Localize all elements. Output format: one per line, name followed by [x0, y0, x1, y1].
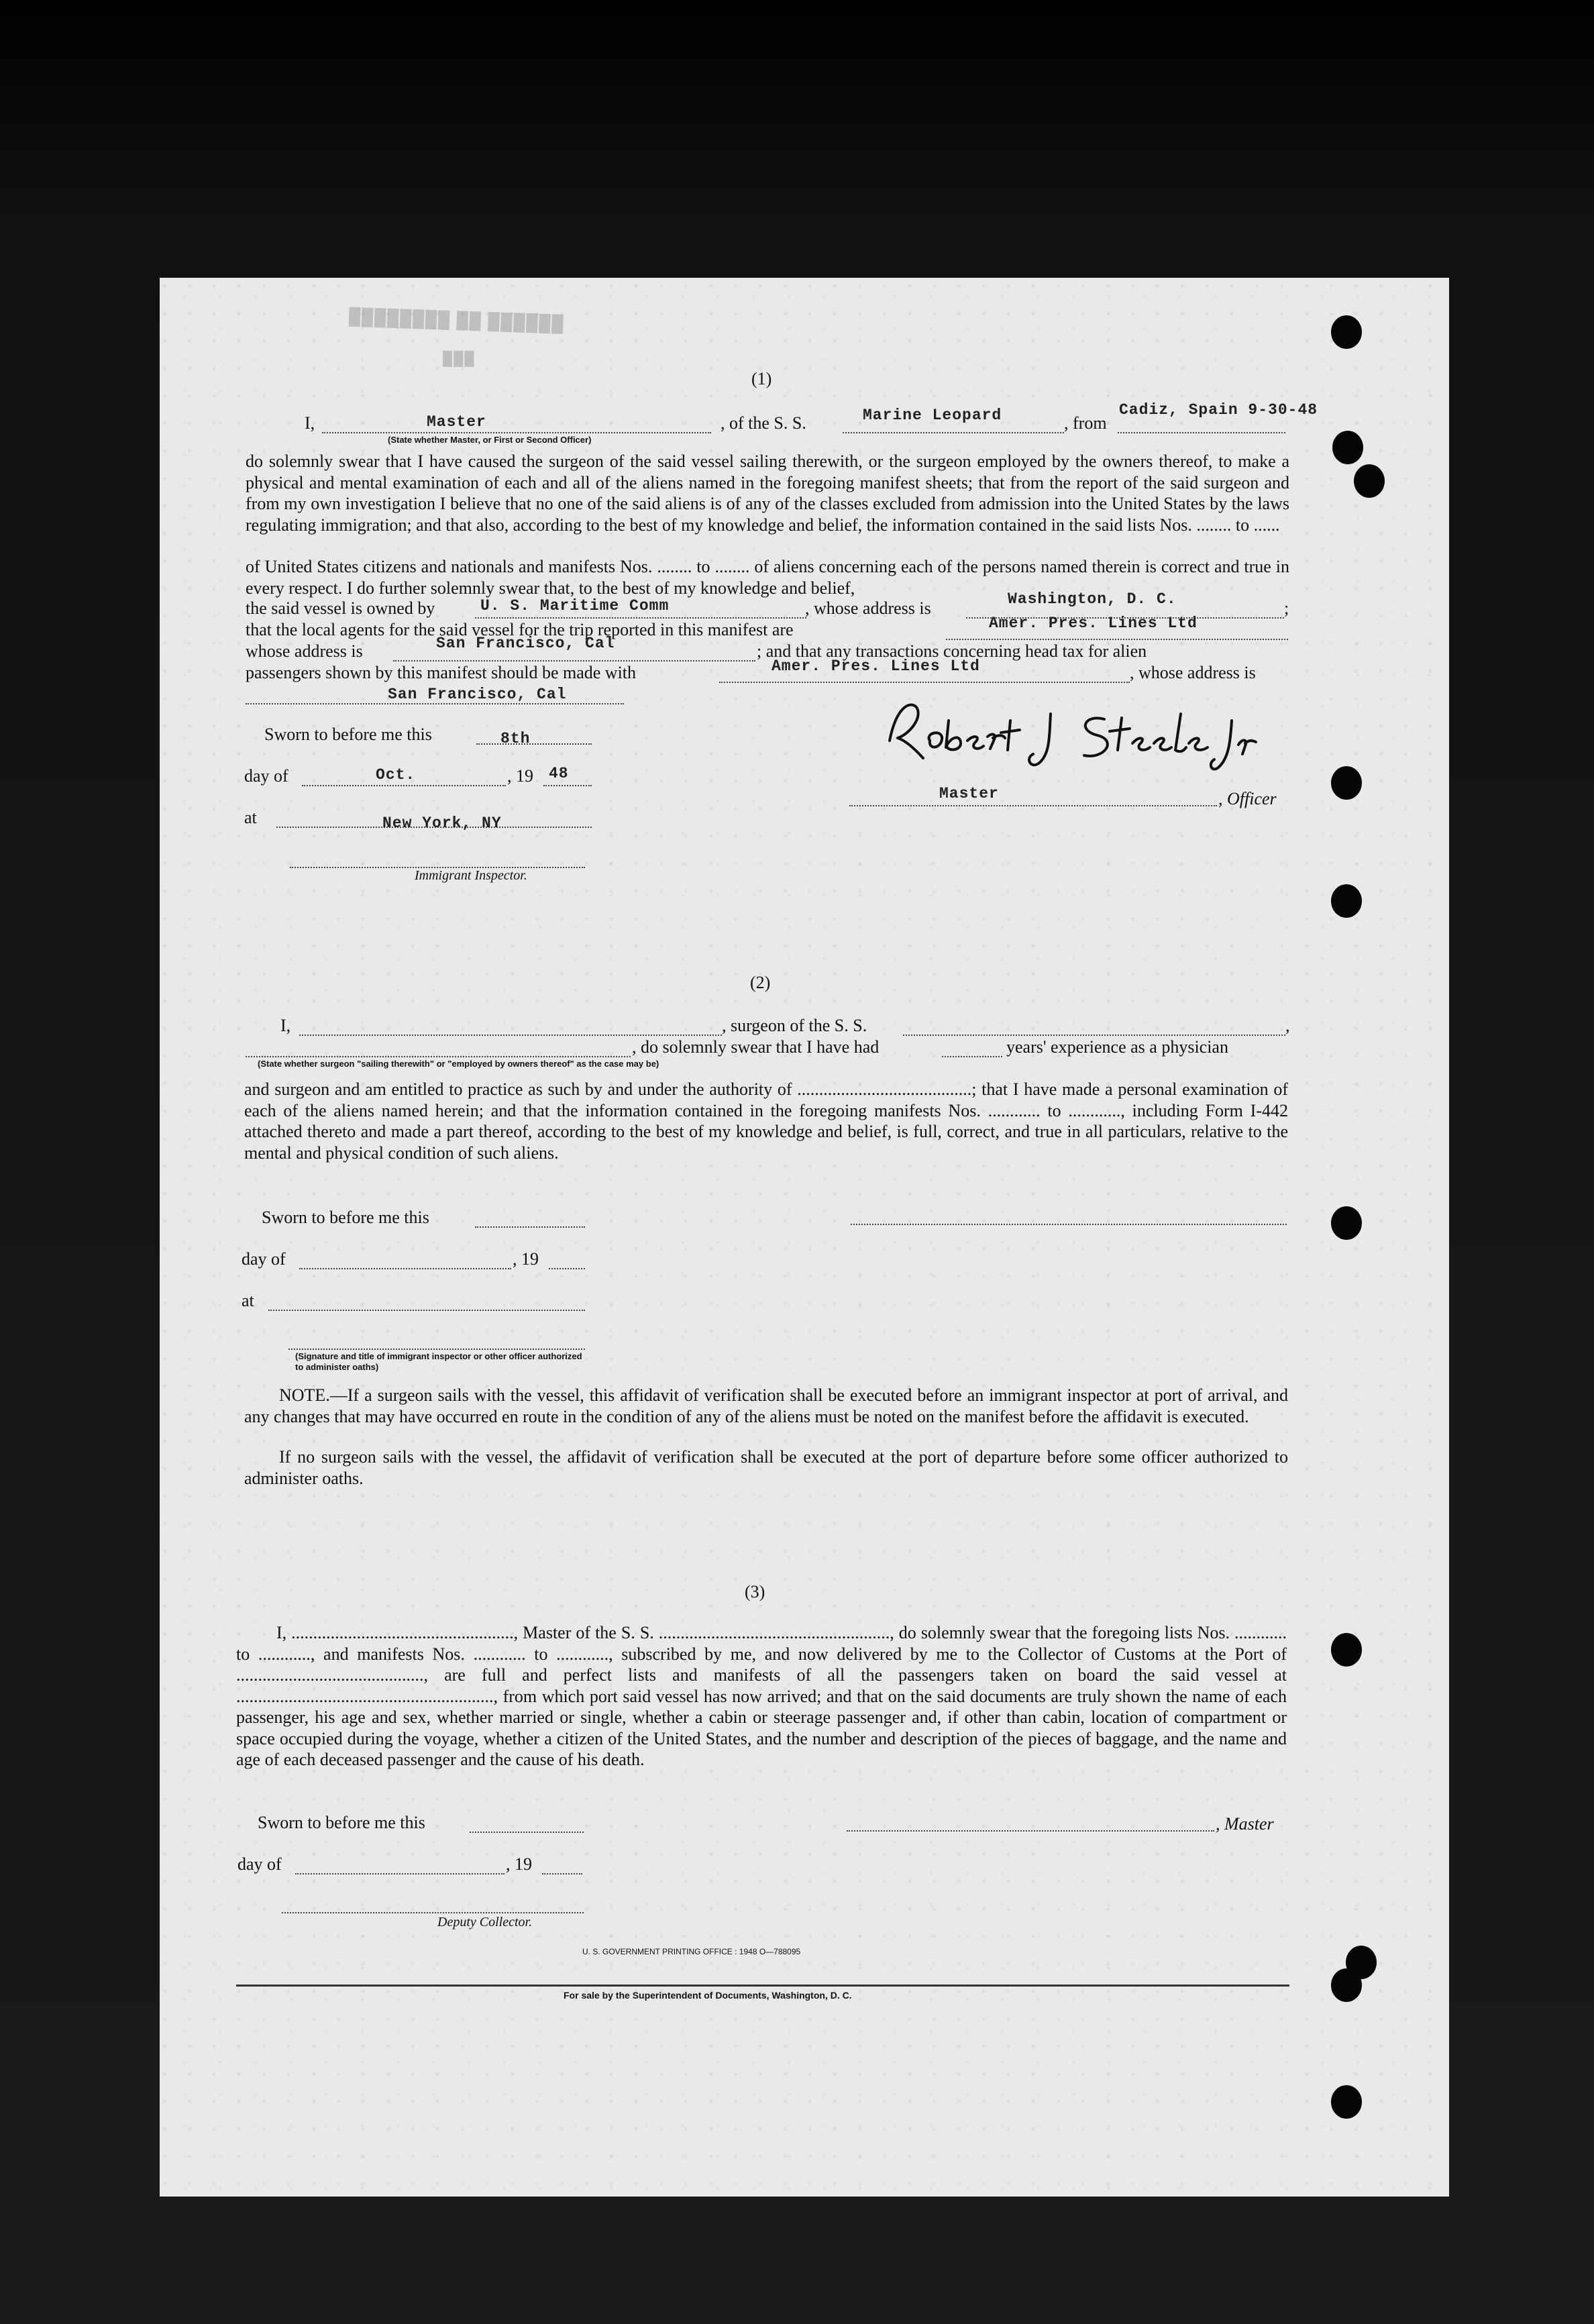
s3-month-line	[295, 1873, 504, 1874]
s2-place-line	[268, 1310, 585, 1311]
bleed-through-mark: ██████ ██ ████████	[347, 307, 564, 333]
semicolon: ;	[1284, 598, 1289, 618]
day-of-label: day of	[244, 766, 288, 786]
owner-address-value: Washington, D. C.	[1008, 590, 1177, 608]
head-tax-agent-value: Amer. Pres. Lines Ltd	[772, 657, 980, 675]
s2-swear-label: , do solemnly swear that I have had	[632, 1037, 880, 1057]
from-value: Cadiz, Spain 9-30-48	[1119, 401, 1318, 419]
s2-month-line	[299, 1268, 511, 1269]
section-1-oath-text: do solemnly swear that I have caused the surgeon of the said vessel sailing therewith, or the surgeon employed by the owners thereof, to make a physical and mental examination of each and all of the aliens named in the foregoing manifest sheets; that from the report of the said surgeon and from my own investigation I believe that no one of the said aliens is of any of the classes excluded from admission into the United States by the laws regulating immigration; and that also, according to the best of my knowledge and belief, the information contained in the said lists Nos. ........ to ......	[246, 452, 1289, 535]
agents-value: Amer. Pres. Lines Ltd	[989, 615, 1198, 632]
section-3-heading: (3)	[745, 1582, 765, 1601]
vessel-name-value: Marine Leopard	[863, 407, 1002, 424]
owner-line	[475, 617, 806, 619]
punch-hole	[1331, 884, 1362, 918]
s3-day-of-label: day of	[237, 1854, 282, 1874]
at-label: at	[244, 808, 257, 827]
s2-year-prefix: , 19	[513, 1249, 539, 1269]
agents-address-label: whose address is	[246, 641, 363, 661]
section-2-heading: (2)	[750, 973, 771, 992]
sale-line: For sale by the Superintendent of Documents, Washington, D. C.	[564, 1990, 852, 2001]
head-tax-label: ; and that any transactions concerning head tax for alien	[757, 641, 1147, 661]
s2-year-line	[549, 1268, 585, 1269]
s3-master-signature-line	[847, 1830, 1214, 1832]
capacity-line	[322, 432, 711, 433]
section-3-oath-text: I, ..................................................., Master of the S. S. ....................................................., do solemnly swear that the foregoing lists Nos. ............ to ............, and manifests Nos. ............ to ............, subscribed by me, and now delivered by me to the Collector of Customs at the Port of ..........................................., are full and perfect lists and manifests of all the passengers taken on board the said vessel at ..........................................................., from which port said vessel has now arrived; and that on the said documents are truly shown the name of each passenger, his age and sex, whether married or single, whether a cabin or steerage passenger and, if other than cabin, location of compartment or space occupied during the voyage, whether a citizen of the United States, and the number and description of the pieces of baggage, and the name and age of each deceased passenger and the cause of his death.	[236, 1623, 1287, 1769]
capacity-value: Master	[427, 413, 486, 431]
sworn-label: Sworn to before me this	[264, 725, 432, 744]
s3-master-label: , Master	[1216, 1814, 1274, 1834]
s2-sworn-line	[475, 1226, 585, 1228]
year-prefix: , 19	[507, 766, 533, 786]
owner-address-label: , whose address is	[805, 598, 931, 618]
agents-address-line	[393, 660, 755, 662]
punch-hole	[1331, 1633, 1362, 1667]
from-label: , from	[1064, 413, 1107, 433]
s2-at-label: at	[242, 1291, 254, 1310]
s2-capacity-line	[246, 1056, 631, 1057]
owner-value: U. S. Maritime Comm	[480, 597, 670, 615]
head-tax-agent-line	[719, 682, 1130, 683]
punch-hole	[1354, 464, 1385, 498]
s2-years-line	[942, 1056, 1002, 1057]
section-2-oath-text: and surgeon and am entitled to practice as such by and under the authority of ........................................; that I have made a personal examination of each of the aliens named herein; and that the information contained in the foregoing manifests Nos. ............ to ............, including Form I-442 attached thereto and made a part thereof, according to the best of my knowledge and belief, is full, correct, and true in all particulars, relative to the mental and physical condition of such aliens.	[244, 1079, 1288, 1163]
place-value: New York, NY	[382, 814, 502, 832]
head-tax-address-value: San Francisco, Cal	[388, 686, 567, 703]
from-line	[1118, 432, 1285, 433]
section-2-note-1: NOTE.—If a surgeon sails with the vessel, this affidavit of verification shall be executed before an immigrant inspector at port of arrival, and any changes that may have occurred en route in the condition of any of the aliens must be noted on the manifest before the affidavit is executed.	[244, 1385, 1288, 1426]
month-value: Oct.	[376, 766, 416, 784]
s2-inspector-line	[288, 1349, 585, 1350]
i-label: I,	[305, 413, 315, 433]
s2-i-label: I,	[280, 1016, 291, 1035]
s2-comma: ,	[1285, 1016, 1290, 1035]
s3-year-line	[542, 1873, 582, 1874]
s2-sworn-label: Sworn to before me this	[262, 1208, 429, 1227]
s3-sworn-label: Sworn to before me this	[258, 1813, 425, 1832]
footer-rule	[236, 1985, 1289, 1987]
whose-address-label: , whose address is	[1130, 663, 1256, 682]
sworn-day-value: 8th	[500, 730, 531, 747]
capacity-caption: (State whether Master, or First or Second Officer)	[388, 435, 592, 445]
bleed-through-mark: ███	[441, 352, 474, 366]
punch-hole	[1331, 1206, 1362, 1240]
agents-address-value: San Francisco, Cal	[436, 635, 615, 652]
master-signature	[883, 694, 1259, 781]
punch-hole	[1331, 2085, 1362, 2119]
year-value: 48	[549, 765, 569, 782]
section-1-oath-text-2: of United States citizens and nationals and manifests Nos. ........ to ........ of aliens concerning each of the persons named therein is correct and true in every respect. I do further solemnly swear that, to the best of my knowledge and belief,	[246, 557, 1289, 598]
s2-surgeon-caption: (State whether surgeon "sailing therewith" or "employed by owners thereof" as the case may be)	[258, 1059, 659, 1069]
section-2-note-2: If no surgeon sails with the vessel, the affidavit of verification shall be executed at the port of departure before some officer authorized to administer oaths.	[244, 1447, 1288, 1488]
punch-hole	[1331, 766, 1362, 800]
punch-hole	[1346, 1946, 1377, 1979]
s2-signature-line	[851, 1224, 1287, 1225]
month-line	[302, 785, 506, 786]
s2-surgeon-label: , surgeon of the S. S.	[722, 1016, 867, 1035]
head-tax-address-line	[246, 703, 624, 704]
year-line	[543, 785, 592, 786]
section-1-heading: (1)	[751, 369, 772, 388]
of-ss-label: , of the S. S.	[721, 413, 806, 433]
s2-name-line	[299, 1035, 722, 1036]
s3-deputy-line	[282, 1912, 584, 1913]
s2-vessel-line	[903, 1035, 1285, 1036]
punch-hole	[1331, 315, 1362, 349]
passengers-label: passengers shown by this manifest should be made with	[246, 663, 637, 682]
officer-label: , Officer	[1218, 789, 1277, 808]
vessel-name-line	[843, 432, 1064, 433]
punch-hole	[1332, 431, 1363, 464]
officer-title-line	[849, 805, 1217, 806]
s2-experience-label: years' experience as a physician	[1006, 1037, 1228, 1057]
agents-label: that the local agents for the said vessel for the trip reported in this manifest are	[246, 620, 794, 639]
s2-signature-caption: (Signature and title of immigrant inspector or other officer authorized to administer oaths)	[295, 1351, 582, 1372]
owned-by-label: the said vessel is owned by	[246, 598, 435, 618]
inspector-caption: Immigrant Inspector.	[415, 868, 527, 883]
agents-line	[946, 639, 1288, 640]
s3-sworn-line	[470, 1832, 584, 1833]
gpo-line: U. S. GOVERNMENT PRINTING OFFICE : 1948 O—788095	[582, 1947, 801, 1956]
sworn-day-line	[476, 743, 592, 745]
officer-title-value: Master	[939, 785, 999, 802]
s3-year-prefix: , 19	[506, 1854, 532, 1874]
s3-deputy-caption: Deputy Collector.	[437, 1915, 533, 1930]
s2-day-of-label: day of	[242, 1249, 286, 1269]
